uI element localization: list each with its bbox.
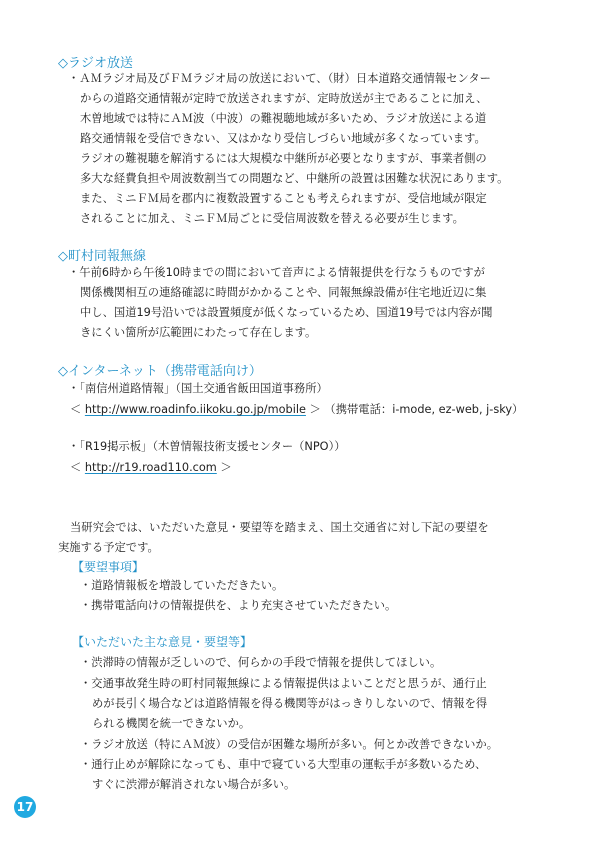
r19-link[interactable]: http://r19.road110.com [84, 461, 217, 474]
opinions-heading: 【いただいた主な意見・要望等】 [72, 635, 253, 649]
bracket-close-note: ＞ （携帯電話：i-mode, ez-web, j-sky） [305, 403, 524, 416]
radio-line: ラジオの難視聴を解消するには大規模な中継所が必要となりますが、事業者側の [80, 152, 487, 165]
opinion-line: られる機関を統一できないか。 [92, 717, 251, 730]
request-item: ・道路情報板を増設していただきたい。 [80, 579, 284, 592]
radio-line: また、ミニＦＭ局を郡内に複数設置することも考えられますが、受信地域が限定 [80, 192, 487, 205]
request-item: ・携帯電話向けの情報提供を、より充実させていただきたい。 [80, 599, 397, 612]
radio-heading: ◇ラジオ放送 [58, 56, 133, 71]
village-line: 関係機関相互の連絡確認に時間がかかることや、同報無線設備が住宅地近辺に集 [80, 286, 487, 299]
internet-item1-url-line [70, 401, 523, 417]
opinion-line: ・交通事故発生時の町村同報無線による情報提供はよいことだと思うが、通行止 [80, 677, 487, 690]
opinion-line: ・通行止めが解除になっても、車中で寝ている大型車の運転手が多数いるため、 [80, 758, 487, 771]
internet-heading: ◇インターネット（携帯電話向け） [58, 364, 262, 379]
opinion-line: めが長引く場合などは道路情報を得る機関等がはっきりしないので、情報を得 [92, 697, 488, 710]
internet-item2-url-line [70, 459, 232, 475]
village-line: きにくい箇所が広範囲にわたって存在します。 [80, 326, 317, 339]
radio-line: ・ＡＭラジオ局及びＦＭラジオ局の放送において、（財）日本道路交通情報センター [68, 72, 491, 85]
bracket-open: ＜ [70, 461, 85, 474]
intro-line: 実施する予定です。 [58, 541, 159, 554]
radio-line: 木曽地域では特にＡＭ波（中波）の難視聴地域が多いため、ラジオ放送による道 [80, 112, 487, 125]
radio-line: 路交通情報を受信できない、又はかなり受信しづらい地域が多くなっています。 [80, 132, 486, 145]
bracket-open: ＜ [70, 403, 85, 416]
radio-line: からの道路交通情報が定時で放送されますが、定時放送が主であることに加え、 [80, 92, 488, 105]
radio-line: 多大な経費負担や周波数割当ての問題など、中継所の設置は困難な状況にあります。 [80, 172, 509, 185]
radio-line: されることに加え、ミニＦＭ局ごとに受信周波数を替える必要が生じます。 [80, 212, 464, 225]
opinion-line: ・ラジオ放送（特にＡＭ波）の受信が困難な場所が多い。何とか改善できないか。 [80, 738, 498, 751]
requests-heading: 【要望事項】 [72, 560, 145, 574]
bracket-close: ＞ [216, 461, 232, 474]
internet-item2-title: ・「R19掲示板」（木曽情報技術支援センター（NPO）） [68, 440, 346, 453]
village-heading: ◇町村同報無線 [58, 249, 146, 264]
internet-item1-title: ・「南信州道路情報」（国土交通省飯田国道事務所） [68, 382, 328, 395]
intro-line: 当研究会では、いただいた意見・要望等を踏まえ、国土交通省に対し下記の要望を [70, 521, 489, 534]
opinion-line: ・渋滞時の情報が乏しいので、何らかの手段で情報を提供してほしい。 [80, 656, 442, 669]
village-line: ・午前6時から午後10時までの間において音声による情報提供を行なうものですが [68, 266, 485, 279]
village-line: 中し、国道19号沿いでは設置頻度が低くなっているため、国道19号では内容が聞 [80, 306, 493, 319]
roadinfo-link[interactable]: http://www.roadinfo.iikoku.go.jp/mobile [84, 403, 306, 416]
page-number: 17 [14, 796, 36, 818]
opinion-line: すぐに渋滞が解消されない場合が多い。 [92, 778, 296, 791]
